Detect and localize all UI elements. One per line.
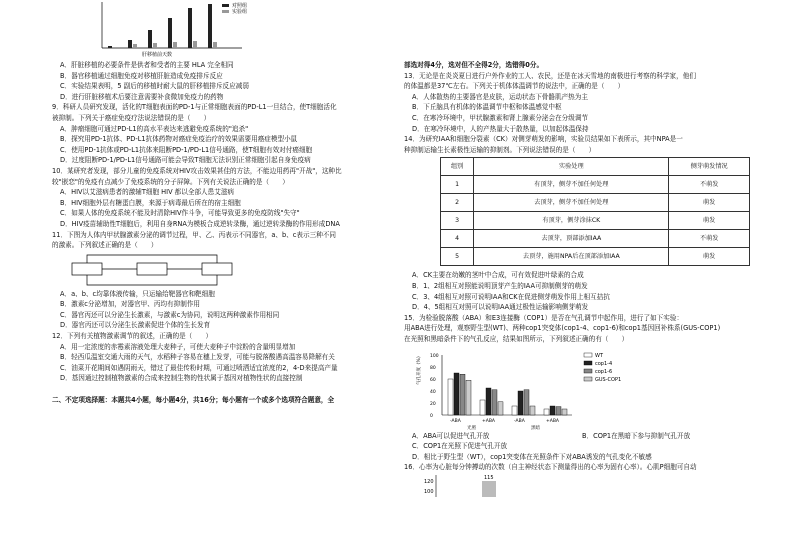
right2-line: A．CK主要在幼嫩的茎叶中合成，可有效促进叶绿素的合成: [412, 271, 584, 280]
y-tick-label: 100: [430, 353, 439, 359]
right-line: 的体温都是37℃左右。下列关于机体体温调节的说法中，正确的是（ ）: [404, 82, 625, 91]
right2-line: B．1、2组相互对照能说明顶芽产生的IAA可抑制侧芽的萌发: [412, 281, 588, 290]
option-a: A．ABA可以促进气孔开放: [412, 431, 490, 440]
right-line: A．人体散热的主要器官是皮肤，运动状态下骨骼肌产热为主: [412, 92, 588, 101]
legend-label: cop1-4: [595, 360, 613, 367]
y-tick-label: 40: [430, 389, 436, 395]
y-tick-label: 80: [430, 365, 436, 371]
table-cell: 萌发: [669, 212, 750, 230]
right-line: D．在寒冷环境中，人的产热量大于散热量，以加起体温保持: [412, 124, 589, 133]
table-cell: 不萌发: [669, 176, 750, 194]
group-label: -ABA: [450, 418, 461, 424]
left-line: A．肝脏移植的必要条件是供者和受者的主要 HLA 完全相同: [60, 61, 234, 69]
y-tick-label: 60: [430, 377, 436, 383]
right-line: 14．为研究IAA和细胞分裂素（CK）对侧芽萌发的影响，实验员结果如下表所示，其中NPA是一: [404, 135, 683, 144]
table-cell: 萌发: [669, 248, 750, 266]
left-line: D．进行肝脏移植术后要注意需要补食微加免疫力的药物: [60, 92, 224, 101]
bar-WT: [448, 379, 453, 415]
right-question-text: [404, 60, 756, 155]
bar-WT: [512, 406, 517, 415]
left-line: 10．某研究者发现，部分儿童的免疫系统对HIV攻击效果甚佳的方法，不能边用药再"开战"，这种比: [52, 166, 342, 175]
bar-cop1-6: [492, 389, 497, 414]
heart-rate-chart: [424, 473, 544, 497]
right-column: [404, 0, 756, 497]
left-line: D．基因通过控制植物激素的合成来控制生物的性状属于基因对植物性状的直接控制: [60, 374, 303, 383]
group-label: -ABA: [514, 418, 525, 424]
left-question-text: [52, 60, 390, 405]
table-cell: 有顶芽，侧芽不加任何处理: [474, 176, 669, 194]
bar-GUS-COP1: [562, 409, 567, 415]
right-line: C．在寒冷环境中，甲状腺激素和肾上腺素分泌会在分级调节: [412, 113, 589, 122]
table-row: [441, 176, 750, 194]
svg-text:115: 115: [484, 474, 494, 481]
table-header: 侧芽萌发情况: [669, 158, 750, 176]
left-line: D．器官丙还可以分泌生长激素促进个体的生长发育: [60, 321, 211, 330]
bar-cop1-6: [460, 374, 465, 415]
condition-label: 黑暗: [531, 425, 540, 431]
right-line: 13．无论是在炎炎夏日进行户外作业的工人、农民，还是在冰天雪地的南极进行考察的科学家，他们: [404, 71, 696, 80]
svg-text:120: 120: [424, 478, 434, 485]
left-line: A．用一定浓度的赤霉素溶液处理大麦种子，可使大麦种子中淀粉的含量明显增加: [60, 342, 296, 351]
left-line: 12．下列有关植物激素调节的叙述，正确的是（ ）: [52, 332, 213, 341]
right2-line: 15．为检验脱落酸（ABA）和E3连接酶（COP1）是否在气孔调节中起作用，进行了如下实验：: [404, 313, 684, 322]
legend-swatch: [584, 361, 592, 365]
right2-line: C．3、4组相互对照可说明IAA和CK在促进侧芽萌发作用上相互拮抗: [412, 292, 610, 301]
right2-line: 在光照和黑暗条件下的气孔反应，结果如图所示，下列叙述正确的有（ ）: [404, 334, 629, 343]
table-row: [441, 194, 750, 212]
svg-text:对照组: 对照组: [232, 3, 248, 9]
table-cell: 不萌发: [669, 230, 750, 248]
table-header: 实验处理: [474, 158, 669, 176]
y-tick-label: 0: [430, 413, 433, 419]
right-line: B．下丘脑具有机体的体温调节中枢和体温感觉中枢: [412, 103, 562, 112]
left-line: A．a、b、c均靠体液传输，只运输给靶器官和靶细胞: [60, 289, 215, 298]
right-question-text-3: [404, 431, 756, 473]
svg-text:100: 100: [424, 488, 434, 495]
left-line: 9．科研人员研究发现，活化的T细胞表面的PD-1与正常细胞表面的PD-L1一旦结合，使T细胞活化: [52, 103, 337, 112]
left-line: [52, 384, 390, 395]
legend-label: cop1-6: [595, 368, 613, 375]
left-column: [52, 0, 390, 405]
right3-line: D．相比于野生型（WT），cop1突变体在光照条件下对ABA诱发的气孔变化不敏感: [412, 452, 652, 461]
table-cell: 去顶芽，侧芽不加任何处理: [474, 194, 669, 212]
bar-GUS-COP1: [466, 380, 471, 415]
left-line: B．器官移植通过细胞免疫对移植肝脏造成免疫排斥反应: [60, 71, 223, 80]
svg-text:肝移植前天数: 肝移植前天数: [142, 52, 173, 58]
table-cell: 有顶芽，侧芽涂抹CK: [474, 212, 669, 230]
legend-label: WT: [595, 352, 603, 359]
option-b: B．COP1在黑暗下参与抑制气孔开放: [582, 431, 691, 440]
bar-cop1-6: [556, 406, 561, 414]
right2-line: D．4、5组相互对照可以说明IAA通过极性运输影响侧芽萌发: [412, 303, 589, 312]
bar-WT: [544, 409, 549, 415]
condition-label: 光照: [467, 425, 476, 431]
group-label: +ABA: [546, 418, 560, 424]
table-header: 组别: [441, 158, 474, 176]
left-line: C．实验结果表明，5 副后的移植时耐大鼠的肝移植排斥反应减弱: [60, 82, 249, 91]
right-line: 种抑制运输生长素极性运输的抑制剂。下列说法错误的是（ ）: [404, 145, 596, 154]
left-line: B．HIV细胞外层有糖蛋白膜，来源于病毒最后所在的宿主细胞: [60, 198, 241, 207]
right-line: 部选对得4分，选对但不全得2分，选错得0分。: [404, 61, 544, 69]
left-line: B．轻西瓜温室交通大雨的天气，水稻种子容易在穗上发芽，可能与脱落酸遇高温容易降解有关: [60, 353, 335, 362]
svg-text:实验组: 实验组: [232, 9, 248, 15]
right-question-text-2: [404, 270, 756, 344]
stomata-bar-chart: [414, 345, 654, 431]
left-line: B．激素c分泌增加，对器官甲、丙均有抑制作用: [60, 300, 201, 309]
left-line: 11．下图为人体内甲状腺激素分泌的调节过程，甲、乙、丙表示不同器官，a、b、c表示三种不同: [52, 230, 336, 239]
experiment-table: [440, 157, 750, 266]
y-tick-label: 20: [430, 401, 436, 407]
left-line: 的激素。下列叙述正确的是（ ）: [52, 241, 158, 250]
left-line: D．HIV疫苗辅助性T细胞后，利用自身RNA为模板合成逆转录酶，通过逆转录酶的作用形成DNA: [60, 219, 340, 228]
bar-GUS-COP1: [530, 406, 535, 415]
table-row: [441, 248, 750, 266]
right3-line: [404, 431, 756, 442]
table-cell: 4: [441, 230, 474, 248]
table-cell: 3: [441, 212, 474, 230]
legend-swatch: [584, 369, 592, 373]
table-row: [441, 212, 750, 230]
table-cell: 2: [441, 194, 474, 212]
table-cell: 去顶芽，施用NPA后在顶部添加IAA: [474, 248, 669, 266]
table-cell: 5: [441, 248, 474, 266]
bar-cop1-4: [486, 388, 491, 415]
survival-bar-chart: [82, 0, 282, 60]
bar-cop1-4: [454, 373, 459, 415]
legend-swatch: [584, 377, 592, 381]
bar-cop1-4: [518, 391, 523, 415]
thyroid-regulation-diagram: [52, 251, 390, 289]
right2-line: 用ABA进行处理，观察野生型(WT)、两种cop1突变体(cop1-4、cop1-6)和cop1基因回补株系(GUS-COP1): [404, 324, 721, 333]
bar-cop1-4: [550, 406, 555, 415]
left-line: 被抑制。下列关于癌症免疫疗法说法错误的是（ ）: [52, 113, 211, 122]
left-line: A．肿瘤细胞可通过PD-L1的高水平表达来逃避免疫系统的"追杀": [60, 124, 249, 133]
table-cell: 去顶芽，顶部添加IAA: [474, 230, 669, 248]
table-cell: 1: [441, 176, 474, 194]
left-line: A．HIV以艾滋病患者的激辅T细胞 HIV 都以全部人患艾滋病: [60, 188, 235, 197]
legend-label: GUS-COP1: [595, 376, 622, 383]
y-axis-label: 气孔开度（%）: [417, 353, 422, 385]
legend-swatch: [584, 353, 592, 357]
left-line: C．器官丙还可以分泌生长激素，与激素c为协同，说明这两种激素作用相同: [60, 310, 280, 319]
right3-line: C．COP1在光照下促进气孔开放: [412, 442, 508, 451]
left-line: C．如果人体的免疫系统不能及时清除HIV作斗争，可能导致更多的免疫防线"失守": [60, 209, 300, 218]
bar-GUS-COP1: [498, 401, 503, 414]
left-line: 较"嵌恋"的免疫有点减少了免疫系统的分子屏障。下列有关说法正确的是（ ）: [52, 177, 289, 186]
table-row: [441, 230, 750, 248]
group-label: +ABA: [482, 418, 496, 424]
left-line: D．过度阻断PD-1/PD-L1信号通路可能会导致T细胞无法识别正常细胞引起自身免疫病: [60, 156, 311, 165]
table-cell: 萌发: [669, 194, 750, 212]
left-line: B．探究用PD-1抗体、PD-L1抗体药物对癌症免疫治疗的效果需要用癌症模型小鼠: [60, 135, 298, 144]
bar-cop1-6: [524, 389, 529, 414]
left-line: C．油菜开花期间如遇阴雨天，错过了最佳传粉时期，可通过喷洒适宜浓度的2，4-D来提高产量: [60, 363, 338, 372]
bar-WT: [480, 400, 485, 415]
right3-line: 16．心率为心脏每分钟搏动的次数（自主神经状态下测量得出的心率为固有心率）。心肌P细胞可自动: [404, 463, 697, 472]
left-line: 二、不定项选择题：本题共4小题，每小题4分，共16分；每小题有一个或多个选项符合题意，全: [52, 395, 335, 404]
left-line: C．使用PD-1抗体或PD-L1抗体来阻断PD-1/PD-L1信号通路，使T细胞有效对付癌细胞: [60, 145, 313, 154]
